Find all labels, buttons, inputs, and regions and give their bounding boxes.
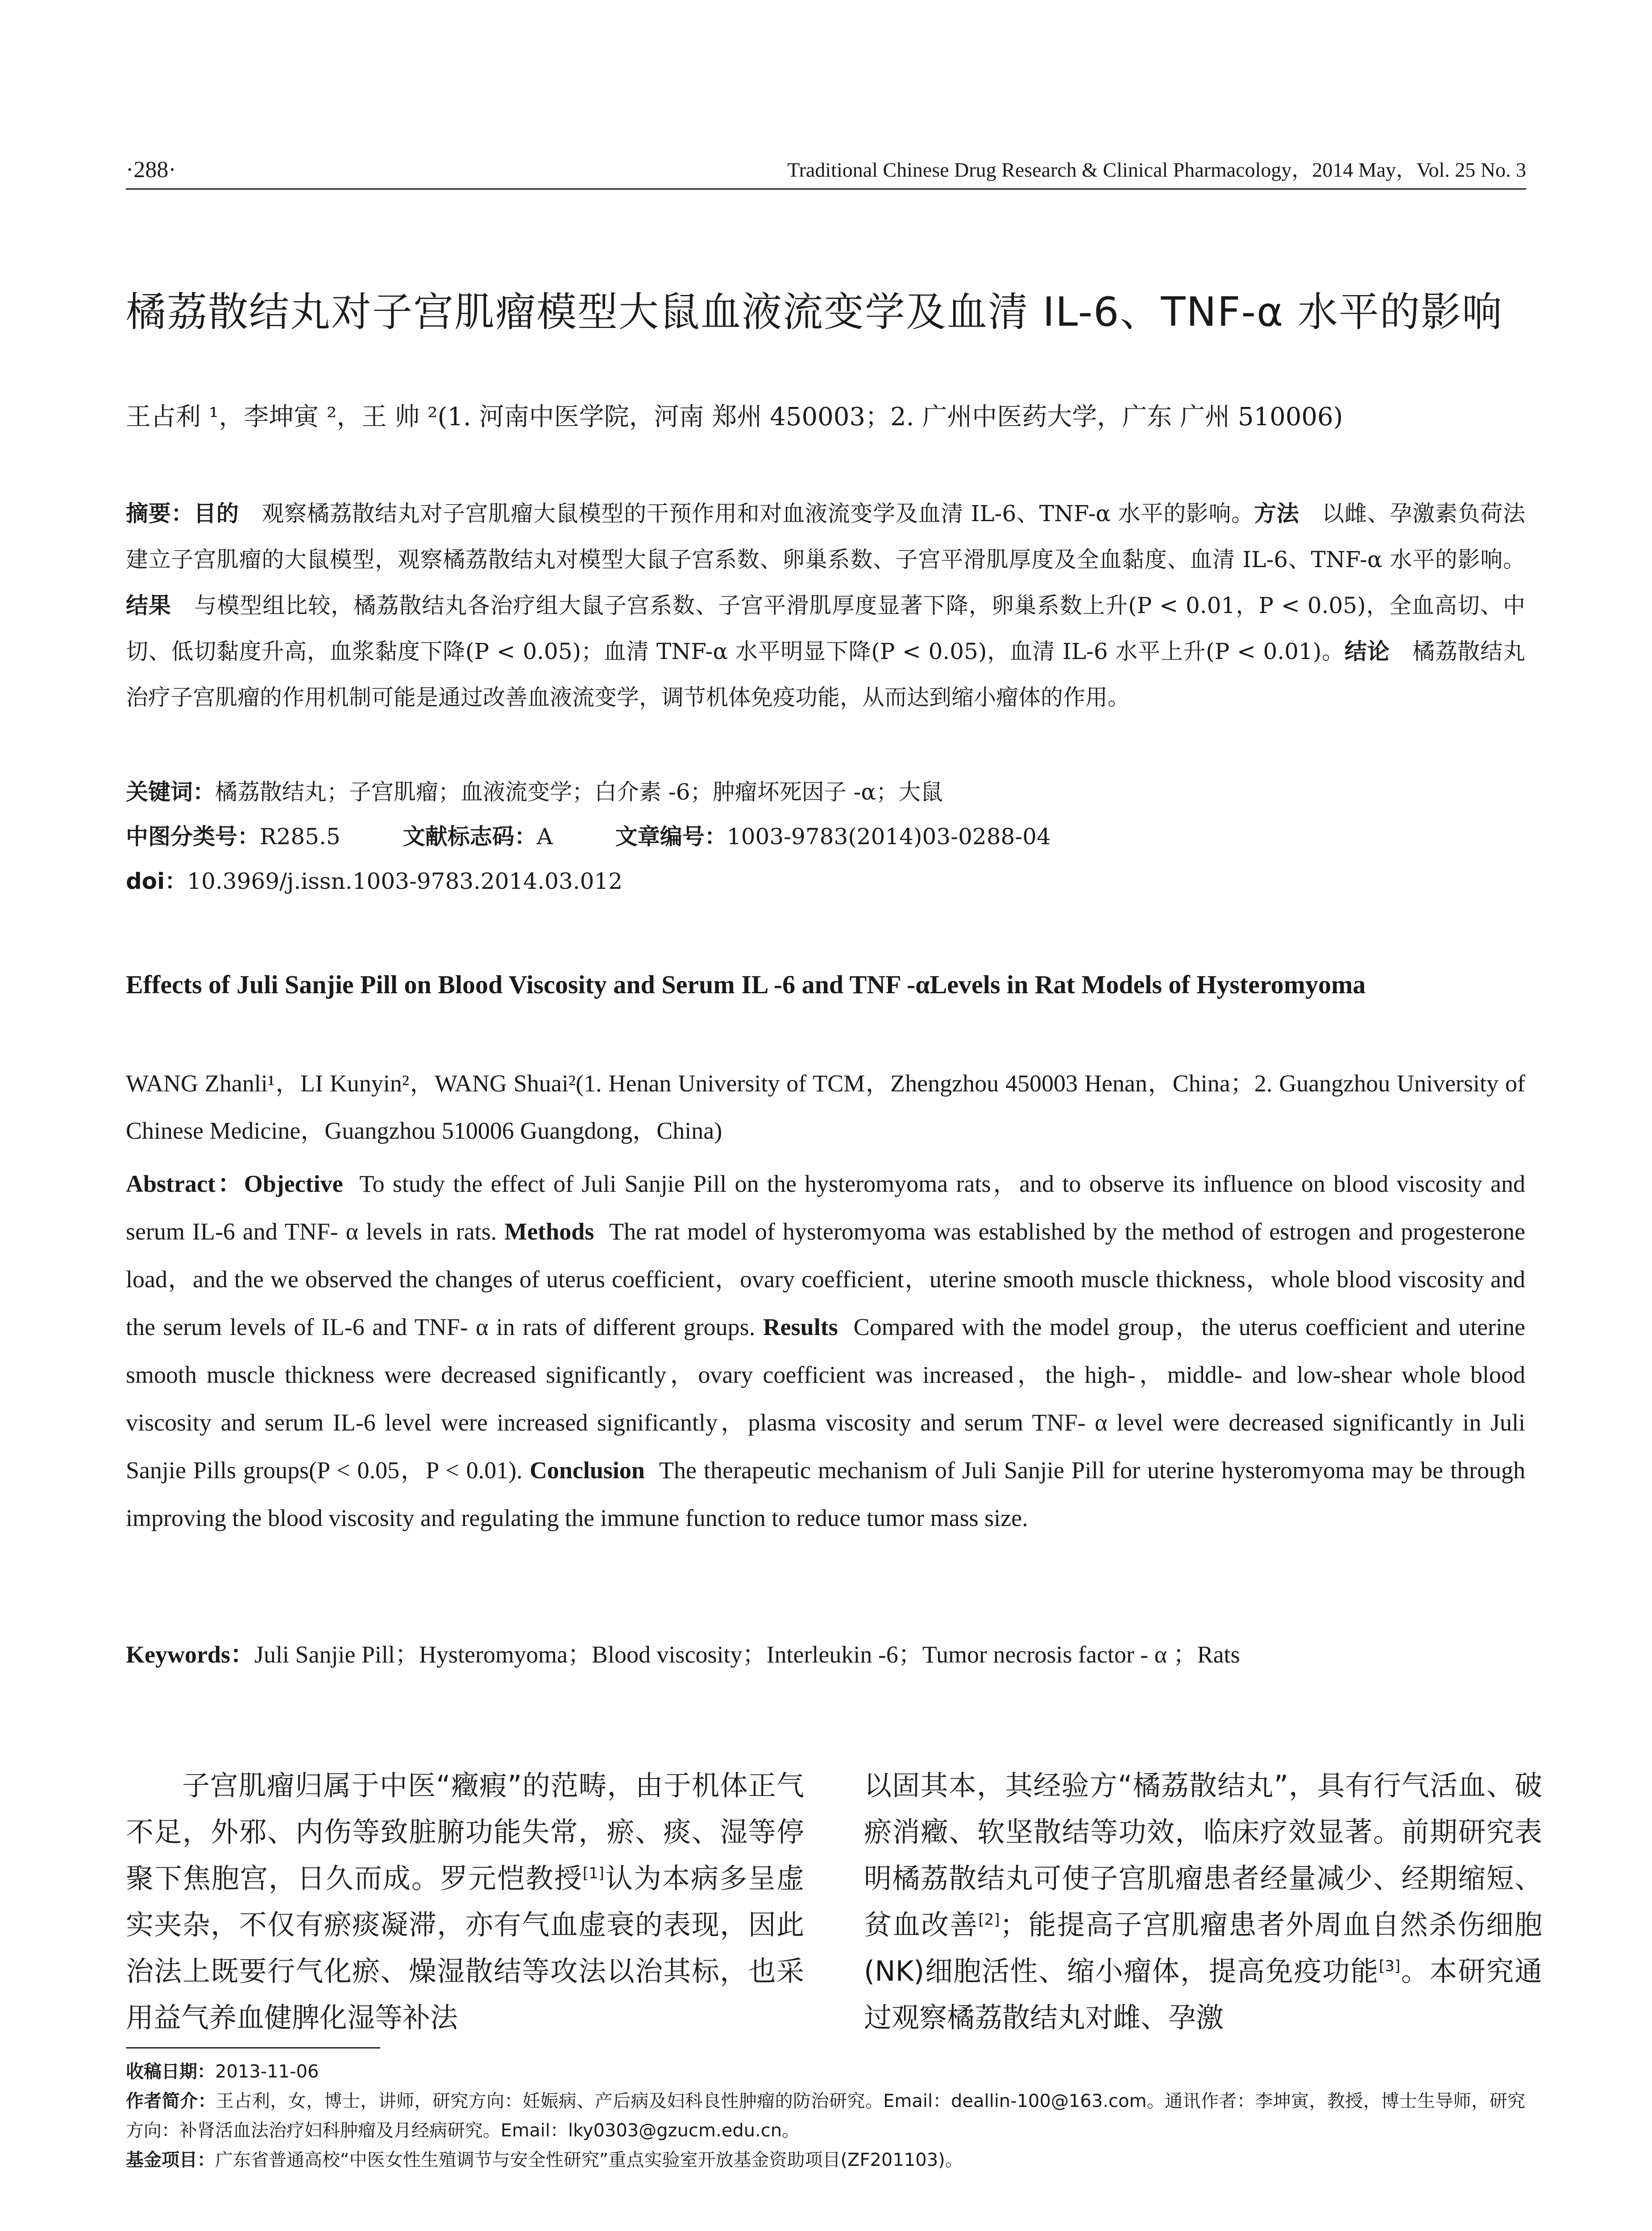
authors-english: WANG Zhanli¹，LI Kunyin²，WANG Shuai²(1. Henan University of TCM，Zhengzhou 450003 Henan，China；2. Guangzhou University of Chinese Medicine，Guangzhou 510006 Guangdong，China) [126,1070,1525,1144]
received-label: 收稿日期： [126,2061,215,2082]
doi-line [126,861,1525,901]
footnote-received [126,2057,1525,2086]
objective-label: 目的 [194,501,239,527]
keywords-en-label: Keywords： [126,1641,254,1668]
citation-marker: [1] [582,1864,605,1883]
methods-text: 以雌、孕激素负荷法建立子宫肌瘤的大鼠模型，观察橘荔散结丸对模型大鼠子宫系数、卵巢系数、子宫平滑肌厚度及全血黏度、血清 IL-6、TNF-α 水平的影响。 [126,501,1526,572]
objective-en-label: Objective [244,1170,343,1197]
keywords-text: 橘荔散结丸；子宫肌瘤；血液流变学；白介素 -6；肿瘤坏死因子 -α；大鼠 [215,779,943,805]
funding-text: 广东省普通高校“中医女性生殖调节与安全性研究”重点实验室开放基金资助项目(ZF201103)。 [215,2150,963,2170]
footnote-funding [126,2145,1525,2175]
funding-label: 基金项目： [126,2150,215,2170]
article-number-value: 1003-9783(2014)03-0288-04 [726,824,1051,850]
abstract-english [126,1160,1525,1542]
journal-citation: Traditional Chinese Drug Research & Clinical Pharmacology，2014 May，Vol. 25 No. 3 [787,158,1526,181]
doc-code-value: A [536,824,553,850]
footnotes [126,2057,1525,2175]
clc-value: R285.5 [260,824,340,850]
footnote-author-info [126,2086,1525,2145]
body-column-right: 以固其本，其经验方“橘荔散结丸”，具有行气活血、破瘀消癥、软坚散结等功效，临床疗效显著。前期研究表明橘荔散结丸可使子宫肌瘤患者经量减少、经期缩短、贫血改善[2]；能提高子宫肌瘤患者外周血自然杀伤细胞(NK)细胞活性、缩小瘤体，提高免疫功能[3]。本研究通过观察橘荔散结丸对雌、孕激 [864,1769,1542,2034]
conclusion-text: 橘荔散结丸治疗子宫肌瘤的作用机制可能是通过改善血液流变学，调节机体免疫功能，从而达到缩小瘤体的作用。 [126,639,1526,710]
conclusion-en-text: The therapeutic mechanism of Juli Sanjie Pill for uterine hysteromyoma may be through improving the blood viscosity and regulating the immune function to reduce tumor mass size. [126,1457,1526,1531]
methods-label: 方法 [1254,501,1299,527]
conclusion-label: 结论 [1344,639,1390,664]
doc-code-label: 文献标志码： [403,824,537,850]
page-number: ·288· [126,157,176,182]
citation-marker: [3] [1378,1957,1401,1975]
keywords-chinese [126,772,1525,812]
title-chinese: 橘荔散结丸对子宫肌瘤模型大鼠血液流变学及血清 IL-6、TNF-α 水平的影响 [126,289,1503,336]
abstract-en-label: Abstract： [126,1170,244,1197]
abstract-chinese [126,491,1525,721]
results-text: 与模型组比较，橘荔散结丸各治疗组大鼠子宫系数、子宫平滑肌厚度显著下降，卵巢系数上升(P < 0.01，P < 0.05)，全血高切、中切、低切黏度升高，血浆黏度下降(P < 0.05)；血清 TNF-α 水平明显下降(P < 0.05)，血清 IL-6 水平上升(P < 0.01)。 [126,593,1525,664]
article-number-label: 文章编号： [615,824,727,850]
keywords-label: 关键词： [126,779,215,805]
running-head [126,157,1526,190]
received-date: 2013-11-06 [215,2061,319,2082]
doi-value: 10.3969/j.issn.1003-9783.2014.03.012 [187,868,623,894]
author-info-text: 王占利，女，博士，讲师，研究方向：妊娠病、产后病及妇科良性肿瘤的防治研究。Email：deallin-100@163.com。通讯作者：李坤寅，教授，博士生导师，研究方向：补肾活血法治疗妇科肿瘤及月经病研究。Email：lky0303@gzucm.edu.cn。 [126,2091,1526,2141]
keywords-english [126,1631,1525,1678]
citation-marker: [2] [978,1911,1000,1929]
footnote-divider [126,2047,380,2049]
results-label: 结果 [126,593,172,618]
clc-label: 中图分类号： [126,824,260,850]
author-info-label: 作者简介： [126,2091,216,2111]
results-en-label: Results [763,1314,838,1340]
classification-line [126,817,1525,857]
objective-en-text: To study the effect of Juli Sanjie Pill on the hysteromyoma rats，and to observe its influence on blood viscosity and serum IL-6 and TNF- α levels in rats. [126,1170,1525,1245]
methods-en-text: The rat model of hysteromyoma was established by the method of estrogen and progesterone load，and the we observed the changes of uterus coefficient，ovary coefficient，uterine smooth muscle thickness，whole blood viscosity and the serum levels of IL-6 and TNF- α in rats of different groups. [126,1218,1525,1340]
doi-label: doi： [126,868,187,894]
keywords-en-text: Juli Sanjie Pill；Hysteromyoma；Blood viscosity；Interleukin -6；Tumor necrosis factor - α ；Rats [254,1641,1240,1668]
title-english: Effects of Juli Sanjie Pill on Blood Viscosity and Serum IL -6 and TNF -αLevels in Rat Models of Hysteromyoma [126,970,1366,999]
conclusion-en-label: Conclusion [529,1457,645,1484]
abstract-label: 摘要： [126,501,194,527]
body-column-left: 子宫肌瘤归属于中医“癥瘕”的范畴，由于机体正气不足，外邪、内伤等致脏腑功能失常，瘀、痰、湿等停聚下焦胞宫，日久而成。罗元恺教授[1]认为本病多呈虚实夹杂，不仅有瘀痰凝滞，亦有气血虚衰的表现，因此治法上既要行气化瘀、燥湿散结等攻法以治其标，也采用益气养血健脾化湿等补法 [126,1769,804,2034]
results-en-text: Compared with the model group，the uterus coefficient and uterine smooth muscle thickness were decreased significantly，ovary coefficient was increased，the high-，middle- and low-shear whole blood viscosity and serum IL-6 level were increased significantly，plasma viscosity and serum TNF- α level were decreased significantly in Juli Sanjie Pills groups(P < 0.05，P < 0.01). [126,1314,1526,1484]
methods-en-label: Methods [504,1218,594,1245]
authors-chinese: 王占利 ¹，李坤寅 ²，王 帅 ²(1. 河南中医学院，河南 郑州 450003；2. 广州中医药大学，广东 广州 510006) [126,402,1343,431]
objective-text: 观察橘荔散结丸对子宫肌瘤大鼠模型的干预作用和对血液流变学及血清 IL-6、TNF-α 水平的影响。 [261,501,1254,527]
